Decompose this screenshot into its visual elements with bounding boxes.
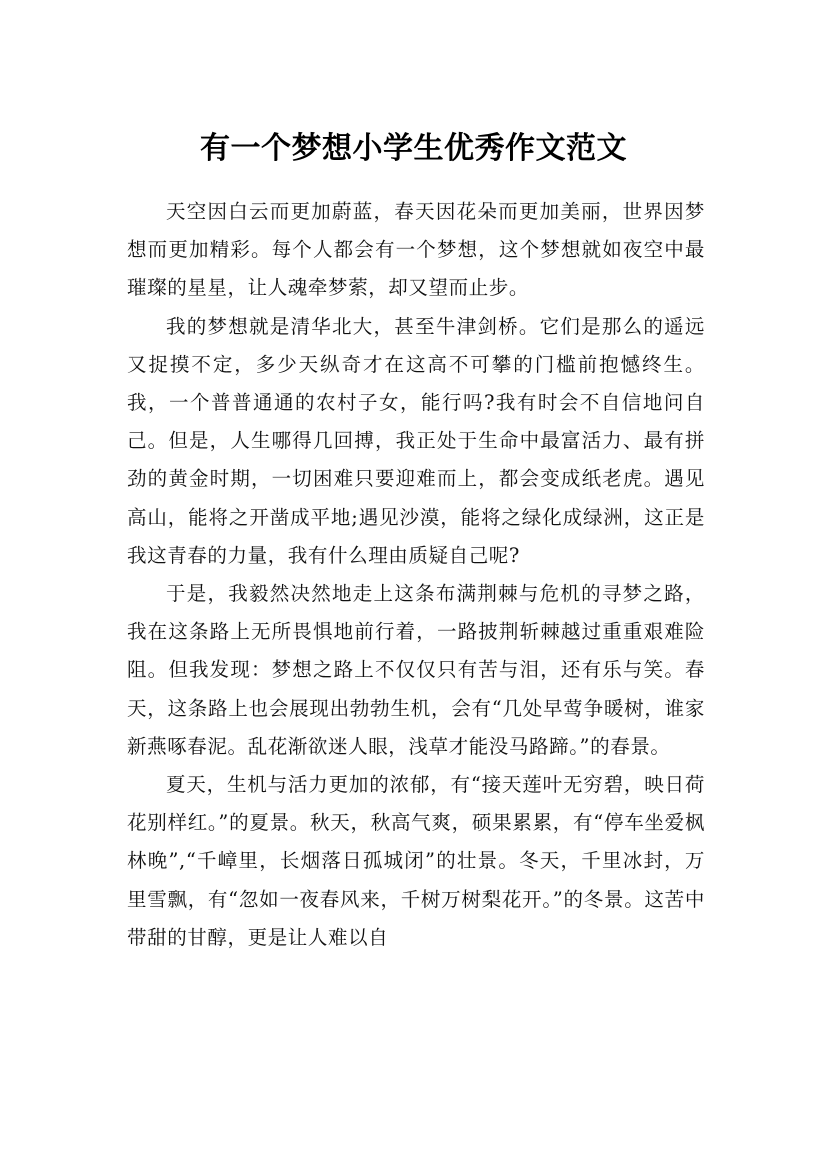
document-title: 有一个梦想小学生优秀作文范文 bbox=[200, 131, 627, 167]
paragraph: 我的梦想就是清华北大，甚至牛津剑桥。它们是那么的遥远又捉摸不定，多少天纵奇才在这高不可攀的门槛前抱憾终生。我，一个普普通通的农村子女，能行吗?我有时会不自信地问自己。但是，人生哪得几回搏，我正处于生命中最富活力、最有拼劲的黄金时期，一切困难只要迎难而上，都会变成纸老虎。遇见高山，能将之开凿成平地;遇见沙漠，能将之绿化成绿洲，这正是我这青春的力量，我有什么理由质疑自己呢? bbox=[127, 314, 705, 567]
paragraph: 天空因白云而更加蔚蓝，春天因花朵而更加美丽，世界因梦想而更加精彩。每个人都会有一个梦想，这个梦想就如夜空中最璀璨的星星，让人魂牵梦萦，却又望而止步。 bbox=[127, 200, 705, 300]
paragraph: 夏天，生机与活力更加的浓郁，有“接天莲叶无穷碧，映日荷花别样红。”的夏景。秋天，秋高气爽，硕果累累，有“停车坐爱枫林晚”,“千嶂里，长烟落日孤城闭”的壮景。冬天，千里冰封，万里雪飘，有“忽如一夜春风来，千树万树梨花开。”的冬景。这苦中带甜的甘醇，更是让人难以自 bbox=[127, 773, 705, 949]
document-body bbox=[127, 193, 705, 957]
paragraph: 于是，我毅然决然地走上这条布满荆棘与危机的寻梦之路，我在这条路上无所畏惧地前行着，一路披荆斩棘越过重重艰难险阻。但我发现：梦想之路上不仅仅只有苦与泪，还有乐与笑。春天，这条路上也会展现出勃勃生机，会有“几处早莺争暖树，谁家新燕啄春泥。乱花渐欲迷人眼，浅草才能没马路蹄。”的春景。 bbox=[127, 582, 705, 758]
